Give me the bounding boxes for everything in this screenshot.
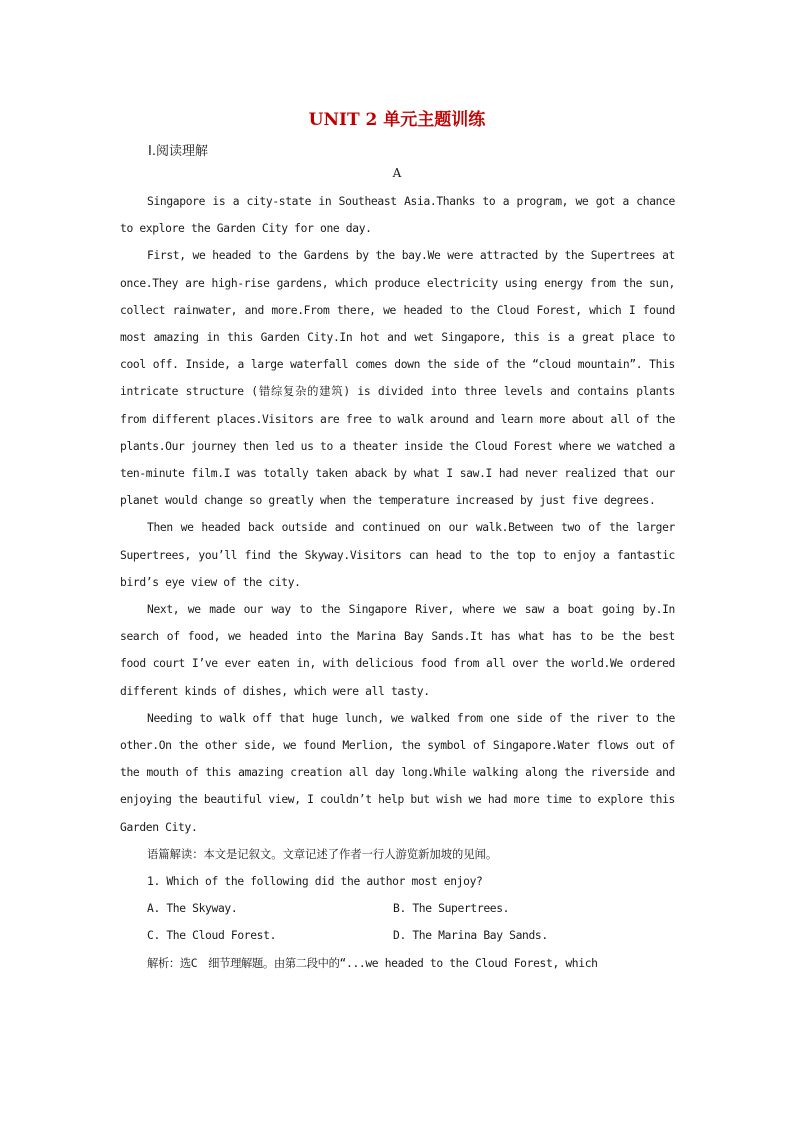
paragraph-1: Singapore is a city-state in Southeast Asia.Thanks to a program, we got a chance to explore the Garden City for one day. bbox=[120, 195, 675, 236]
option-b: B. The Supertrees. bbox=[393, 902, 510, 916]
page-title: UNIT 2 单元主题训练 bbox=[308, 110, 486, 130]
answer-analysis: 解析：选C 细节理解题。由第二段中的“...we headed to the Cloud Forest, which bbox=[147, 956, 598, 970]
passage-label: A bbox=[392, 166, 402, 180]
question-stem: 1. Which of the following did the author most enjoy? bbox=[147, 875, 483, 889]
paragraph-3: Then we headed back outside and continued on our walk.Between two of the larger Supertrees, you’ll find the Skyway.Visitors can head to the top to enjoy a fantastic bird’s eye view of the city. bbox=[120, 521, 675, 589]
paragraph-2: First, we headed to the Gardens by the bay.We were attracted by the Supertrees at once.They are high-rise gardens, which produce electricity using energy from the sun, collect rainwater, and more.From there, we headed to the Cloud Forest, which I found most amazing in this Garden City.In hot and wet Singapore, this is a great place to cool off. Inside, a large waterfall comes down the side of the “cloud mountain”. This intricate structure (错综复杂的建筑) is divided into three levels and contains plants from different places.Visitors are free to walk around and learn more about all of the plants.Our journey then led us to a theater inside the Cloud Forest where we watched a ten-minute film.I was totally taken aback by what I saw.I had never realized that our planet would change so greatly when the temperature increased by just five degrees. bbox=[120, 249, 675, 508]
option-a: A. The Skyway. bbox=[147, 902, 238, 916]
passage-summary: 语篇解读：本文是记叙文。文章记述了作者一行人游览新加坡的见闻。 bbox=[147, 847, 498, 861]
section-heading: Ⅰ.阅读理解 bbox=[148, 144, 208, 159]
document-body bbox=[120, 188, 675, 977]
answer-options bbox=[147, 895, 675, 949]
paragraph-4: Next, we made our way to the Singapore River, where we saw a boat going by.In search of food, we headed into the Marina Bay Sands.It has what has to be the best food court I’ve ever eaten in, with delicious food from all over the world.We ordered different kinds of dishes, which were all tasty. bbox=[120, 603, 675, 698]
paragraph-5: Needing to walk off that huge lunch, we walked from one side of the river to the other.On the other side, we found Merlion, the symbol of Singapore.Water flows out of the mouth of this amazing creation all day long.While walking along the riverside and enjoying the beautiful view, I couldn’t help but wish we had more time to explore this Garden City. bbox=[120, 711, 675, 834]
option-d: D. The Marina Bay Sands. bbox=[393, 929, 548, 943]
option-c: C. The Cloud Forest. bbox=[147, 929, 277, 943]
